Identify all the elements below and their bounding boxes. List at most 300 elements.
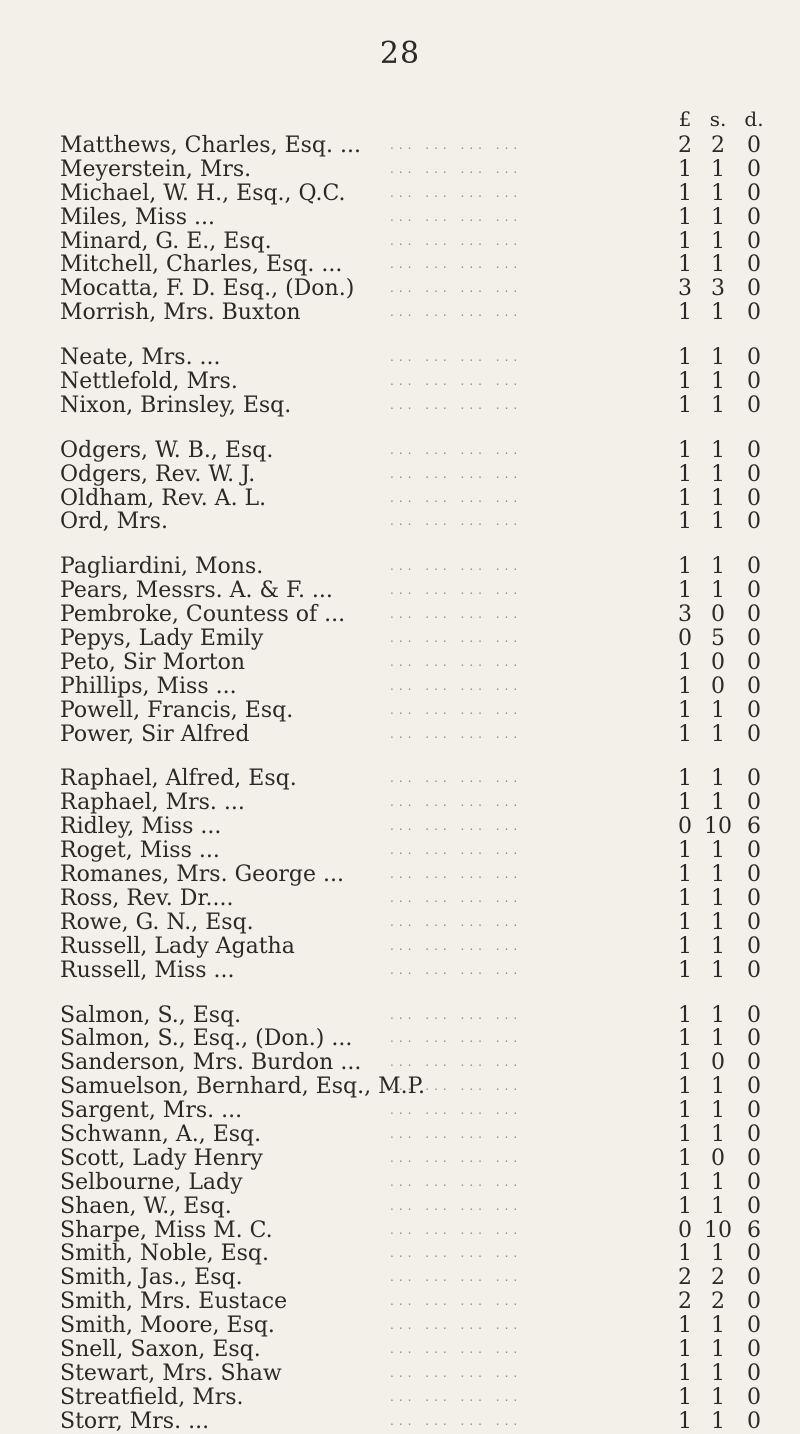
subscriber-name: Peto, Sir Morton bbox=[60, 649, 246, 675]
subscriber-row bbox=[60, 555, 780, 579]
subscriber-name: Schwann, A., Esq. bbox=[60, 1121, 262, 1147]
subscriber-row bbox=[60, 301, 780, 325]
amount-pence: 0 bbox=[747, 437, 761, 463]
subscriber-name: Mitchell, Charles, Esq. ... bbox=[60, 252, 343, 278]
amount-pounds: 0 bbox=[678, 814, 692, 840]
shillings-column-header: s. bbox=[709, 107, 727, 131]
subscriber-row bbox=[60, 1027, 780, 1051]
amount-shillings: 0 bbox=[711, 649, 725, 675]
amount-shillings: 1 bbox=[711, 697, 725, 723]
subscriber-name: Mocatta, F. D. Esq., (Don.) bbox=[60, 276, 355, 302]
amount-pence: 0 bbox=[747, 1026, 761, 1052]
amount-pence: 0 bbox=[747, 276, 761, 302]
amount-pence: 0 bbox=[747, 485, 761, 511]
subscriber-name: Smith, Noble, Esq. bbox=[60, 1241, 270, 1267]
amount-pounds: 1 bbox=[678, 1145, 692, 1171]
dot-leader: ... ... ... ... bbox=[390, 209, 523, 224]
amount-shillings: 10 bbox=[704, 814, 732, 840]
dot-leader: ... ... ... ... bbox=[390, 1079, 523, 1094]
subscriber-row bbox=[60, 394, 780, 418]
amount-pence: 0 bbox=[747, 885, 761, 911]
amount-pounds: 1 bbox=[678, 1169, 692, 1195]
amount-pence: 0 bbox=[747, 790, 761, 816]
amount-pence: 0 bbox=[747, 933, 761, 959]
amount-pence: 0 bbox=[747, 626, 761, 652]
amount-shillings: 1 bbox=[711, 252, 725, 278]
subscriber-name: Smith, Moore, Esq. bbox=[60, 1313, 275, 1339]
amount-pence: 0 bbox=[747, 649, 761, 675]
subscriber-name: Streatfield, Mrs. bbox=[60, 1384, 244, 1410]
amount-shillings: 1 bbox=[711, 300, 725, 326]
dot-leader: ... ... ... ... bbox=[390, 559, 523, 574]
amount-shillings: 1 bbox=[711, 1026, 725, 1052]
dot-leader: ... ... ... ... bbox=[390, 1246, 523, 1261]
amount-pounds: 1 bbox=[678, 1336, 692, 1362]
subscriber-row bbox=[60, 346, 780, 370]
amount-shillings: 1 bbox=[711, 578, 725, 604]
amount-pence: 0 bbox=[747, 1145, 761, 1171]
dot-leader: ... ... ... ... bbox=[390, 1294, 523, 1309]
amount-pounds: 1 bbox=[678, 300, 692, 326]
subscriber-row bbox=[60, 1242, 780, 1266]
amount-pence: 0 bbox=[747, 369, 761, 395]
amount-shillings: 1 bbox=[711, 1336, 725, 1362]
subscriber-name: Nixon, Brinsley, Esq. bbox=[60, 392, 292, 418]
amount-pounds: 0 bbox=[678, 1217, 692, 1243]
amount-pence: 0 bbox=[747, 1289, 761, 1315]
amount-shillings: 5 bbox=[711, 626, 725, 652]
subscriber-name: Snell, Saxon, Esq. bbox=[60, 1336, 261, 1362]
subscriber-name: Samuelson, Bernhard, Esq., M.P. bbox=[60, 1074, 425, 1100]
subscriber-name: Roget, Miss ... bbox=[60, 838, 220, 864]
subscriber-name: Raphael, Mrs. ... bbox=[60, 790, 245, 816]
subscriber-name: Storr, Mrs. ... bbox=[60, 1408, 210, 1434]
dot-leader: ... ... ... ... bbox=[390, 1270, 523, 1285]
amount-pounds: 1 bbox=[678, 721, 692, 747]
amount-pence: 0 bbox=[747, 1002, 761, 1028]
subscriber-row bbox=[60, 463, 780, 487]
dot-leader: ... ... ... ... bbox=[390, 583, 523, 598]
subscriber-name: Salmon, S., Esq., (Don.) ... bbox=[60, 1026, 353, 1052]
amount-pence: 0 bbox=[747, 461, 761, 487]
dot-leader: ... ... ... ... bbox=[390, 514, 523, 529]
dot-leader: ... ... ... ... bbox=[390, 185, 523, 200]
subscriber-row bbox=[60, 887, 780, 911]
amount-pounds: 1 bbox=[678, 885, 692, 911]
amount-shillings: 1 bbox=[711, 1313, 725, 1339]
dot-leader: ... ... ... ... bbox=[390, 305, 523, 320]
subscriber-row bbox=[60, 134, 780, 158]
amount-pence: 0 bbox=[747, 838, 761, 864]
subscriber-row bbox=[60, 651, 780, 675]
amount-pounds: 1 bbox=[678, 228, 692, 254]
amount-pounds: 1 bbox=[678, 1360, 692, 1386]
amount-pence: 0 bbox=[747, 1360, 761, 1386]
subscriber-row bbox=[60, 1147, 780, 1171]
amount-shillings: 2 bbox=[711, 1289, 725, 1315]
amount-shillings: 0 bbox=[711, 673, 725, 699]
dot-leader: ... ... ... ... bbox=[390, 1150, 523, 1165]
amount-pounds: 1 bbox=[678, 437, 692, 463]
amount-pence: 0 bbox=[747, 957, 761, 983]
amount-pence: 0 bbox=[747, 1313, 761, 1339]
amount-pence: 0 bbox=[747, 204, 761, 230]
group-separator bbox=[60, 325, 780, 346]
subscriber-row bbox=[60, 815, 780, 839]
amount-pence: 0 bbox=[747, 180, 761, 206]
amount-pounds: 1 bbox=[678, 1121, 692, 1147]
group-separator bbox=[60, 534, 780, 555]
subscriber-row bbox=[60, 1362, 780, 1386]
subscriber-row bbox=[60, 579, 780, 603]
amount-pence: 0 bbox=[747, 1241, 761, 1267]
subscriber-row bbox=[60, 158, 780, 182]
dot-leader: ... ... ... ... bbox=[390, 1318, 523, 1333]
amount-shillings: 2 bbox=[711, 1265, 725, 1291]
group-separator bbox=[60, 983, 780, 1004]
amount-shillings: 1 bbox=[711, 180, 725, 206]
amount-shillings: 0 bbox=[711, 1050, 725, 1076]
subscriber-name: Power, Sir Alfred bbox=[60, 721, 250, 747]
dot-leader: ... ... ... ... bbox=[390, 631, 523, 646]
amount-shillings: 1 bbox=[711, 369, 725, 395]
amount-pence: 0 bbox=[747, 721, 761, 747]
subscriber-row bbox=[60, 1338, 780, 1362]
amount-pounds: 1 bbox=[678, 1098, 692, 1124]
subscriber-name: Oldham, Rev. A. L. bbox=[60, 485, 267, 511]
amount-pence: 6 bbox=[747, 1217, 761, 1243]
subscriber-name: Smith, Mrs. Eustace bbox=[60, 1289, 288, 1315]
amount-shillings: 1 bbox=[711, 1360, 725, 1386]
dot-leader: ... ... ... ... bbox=[390, 867, 523, 882]
subscriber-row bbox=[60, 1195, 780, 1219]
amount-pounds: 1 bbox=[678, 509, 692, 535]
dot-leader: ... ... ... ... bbox=[390, 466, 523, 481]
amount-pounds: 2 bbox=[678, 1289, 692, 1315]
amount-pence: 0 bbox=[747, 392, 761, 418]
amount-pounds: 1 bbox=[678, 673, 692, 699]
amount-pence: 0 bbox=[747, 862, 761, 888]
subscriber-name: Meyerstein, Mrs. bbox=[60, 156, 252, 182]
group-separator bbox=[60, 418, 780, 439]
amount-pounds: 1 bbox=[678, 697, 692, 723]
dot-leader: ... ... ... ... bbox=[390, 678, 523, 693]
amount-pence: 0 bbox=[747, 602, 761, 628]
subscriber-row bbox=[60, 723, 780, 747]
amount-shillings: 1 bbox=[711, 1241, 725, 1267]
amount-shillings: 1 bbox=[711, 862, 725, 888]
amount-shillings: 10 bbox=[704, 1217, 732, 1243]
dot-leader: ... ... ... ... bbox=[390, 1222, 523, 1237]
subscriber-name: Odgers, W. B., Esq. bbox=[60, 437, 274, 463]
subscriber-name: Ord, Mrs. bbox=[60, 509, 168, 535]
subscriber-name: Sharpe, Miss M. C. bbox=[60, 1217, 273, 1243]
amount-shillings: 1 bbox=[711, 437, 725, 463]
amount-pence: 0 bbox=[747, 345, 761, 371]
amount-pounds: 1 bbox=[678, 790, 692, 816]
amount-pence: 6 bbox=[747, 814, 761, 840]
dot-leader: ... ... ... ... bbox=[390, 1031, 523, 1046]
amount-pence: 0 bbox=[747, 252, 761, 278]
amount-pounds: 3 bbox=[678, 602, 692, 628]
amount-shillings: 1 bbox=[711, 204, 725, 230]
subscriber-name: Salmon, S., Esq. bbox=[60, 1002, 242, 1028]
subscriber-row bbox=[60, 253, 780, 277]
dot-leader: ... ... ... ... bbox=[390, 607, 523, 622]
subscriber-name: Russell, Lady Agatha bbox=[60, 933, 295, 959]
dot-leader: ... ... ... ... bbox=[390, 726, 523, 741]
subscriber-name: Ross, Rev. Dr.... bbox=[60, 885, 234, 911]
subscriber-row bbox=[60, 1123, 780, 1147]
group-separator bbox=[60, 746, 780, 767]
subscriber-row bbox=[60, 487, 780, 511]
subscriber-group bbox=[60, 134, 780, 325]
amount-pounds: 1 bbox=[678, 252, 692, 278]
amount-pounds: 1 bbox=[678, 1026, 692, 1052]
dot-leader: ... ... ... ... bbox=[390, 962, 523, 977]
subscriber-name: Phillips, Miss ... bbox=[60, 673, 237, 699]
subscriber-name: Ridley, Miss ... bbox=[60, 814, 222, 840]
amount-pence: 0 bbox=[747, 1193, 761, 1219]
amount-pounds: 1 bbox=[678, 369, 692, 395]
amount-pounds: 1 bbox=[678, 578, 692, 604]
amount-pounds: 1 bbox=[678, 554, 692, 580]
amount-shillings: 1 bbox=[711, 1121, 725, 1147]
amount-shillings: 1 bbox=[711, 1074, 725, 1100]
subscriber-name: Neate, Mrs. ... bbox=[60, 345, 221, 371]
subscriber-row bbox=[60, 1075, 780, 1099]
subscriber-row bbox=[60, 935, 780, 959]
subscriber-name: Powell, Francis, Esq. bbox=[60, 697, 294, 723]
dot-leader: ... ... ... ... bbox=[390, 1413, 523, 1428]
amount-pounds: 1 bbox=[678, 156, 692, 182]
amount-shillings: 1 bbox=[711, 1193, 725, 1219]
dot-leader: ... ... ... ... bbox=[390, 1174, 523, 1189]
dot-leader: ... ... ... ... bbox=[390, 938, 523, 953]
amount-pounds: 1 bbox=[678, 1050, 692, 1076]
pounds-column-header: £ bbox=[678, 107, 692, 131]
subscriber-name: Pepys, Lady Emily bbox=[60, 626, 264, 652]
amount-shillings: 1 bbox=[711, 909, 725, 935]
amount-pence: 0 bbox=[747, 554, 761, 580]
amount-pence: 0 bbox=[747, 673, 761, 699]
amount-shillings: 1 bbox=[711, 392, 725, 418]
amount-pence: 0 bbox=[747, 766, 761, 792]
dot-leader: ... ... ... ... bbox=[390, 795, 523, 810]
amount-pounds: 1 bbox=[678, 838, 692, 864]
amount-shillings: 1 bbox=[711, 461, 725, 487]
subscriber-name: Sanderson, Mrs. Burdon ... bbox=[60, 1050, 362, 1076]
amount-pounds: 1 bbox=[678, 485, 692, 511]
amount-shillings: 1 bbox=[711, 957, 725, 983]
dot-leader: ... ... ... ... bbox=[390, 914, 523, 929]
amount-pence: 0 bbox=[747, 1121, 761, 1147]
amount-pounds: 1 bbox=[678, 766, 692, 792]
amount-pence: 0 bbox=[747, 1384, 761, 1410]
amount-pounds: 3 bbox=[678, 276, 692, 302]
amount-shillings: 1 bbox=[711, 1384, 725, 1410]
subscriber-name: Michael, W. H., Esq., Q.C. bbox=[60, 180, 346, 206]
amount-shillings: 0 bbox=[711, 602, 725, 628]
dot-leader: ... ... ... ... bbox=[390, 397, 523, 412]
dot-leader: ... ... ... ... bbox=[390, 771, 523, 786]
dot-leader: ... ... ... ... bbox=[390, 1007, 523, 1022]
subscriber-group bbox=[60, 1004, 780, 1434]
subscriber-row bbox=[60, 603, 780, 627]
amount-pounds: 0 bbox=[678, 626, 692, 652]
subscriber-name: Rowe, G. N., Esq. bbox=[60, 909, 254, 935]
amount-shillings: 1 bbox=[711, 721, 725, 747]
amount-shillings: 1 bbox=[711, 554, 725, 580]
dot-leader: ... ... ... ... bbox=[390, 1198, 523, 1213]
amount-shillings: 1 bbox=[711, 345, 725, 371]
dot-leader: ... ... ... ... bbox=[390, 138, 523, 152]
subscriber-row bbox=[60, 370, 780, 394]
amount-pounds: 1 bbox=[678, 1408, 692, 1434]
subscriber-row bbox=[60, 1290, 780, 1314]
subscriber-name: Shaen, W., Esq. bbox=[60, 1193, 232, 1219]
subscriber-row bbox=[60, 1004, 780, 1028]
amount-shillings: 1 bbox=[711, 838, 725, 864]
page-number: 28 bbox=[379, 36, 421, 71]
amount-pence: 0 bbox=[747, 133, 761, 158]
amount-pence: 0 bbox=[747, 1408, 761, 1434]
amount-pence: 0 bbox=[747, 909, 761, 935]
subscriber-row bbox=[60, 1386, 780, 1410]
subscriber-name: Pembroke, Countess of ... bbox=[60, 602, 346, 628]
amount-pence: 0 bbox=[747, 228, 761, 254]
dot-leader: ... ... ... ... bbox=[390, 890, 523, 905]
dot-leader: ... ... ... ... bbox=[390, 374, 523, 389]
dot-leader: ... ... ... ... bbox=[390, 233, 523, 248]
subscriber-name: Smith, Jas., Esq. bbox=[60, 1265, 243, 1291]
subscriber-row bbox=[60, 230, 780, 254]
subscriber-group bbox=[60, 439, 780, 535]
amount-pounds: 1 bbox=[678, 862, 692, 888]
dot-leader: ... ... ... ... bbox=[390, 702, 523, 717]
subscriber-row bbox=[60, 627, 780, 651]
subscriber-group bbox=[60, 555, 780, 746]
amount-shillings: 1 bbox=[711, 933, 725, 959]
subscriber-name: Minard, G. E., Esq. bbox=[60, 228, 272, 254]
dot-leader: ... ... ... ... bbox=[390, 819, 523, 834]
amount-shillings: 1 bbox=[711, 1098, 725, 1124]
dot-leader: ... ... ... ... bbox=[390, 1365, 523, 1380]
subscriber-name: Pears, Messrs. A. & F. ... bbox=[60, 578, 333, 604]
subscriber-row bbox=[60, 277, 780, 301]
amount-shillings: 1 bbox=[711, 766, 725, 792]
subscriber-row bbox=[60, 1314, 780, 1338]
subscriber-row bbox=[60, 791, 780, 815]
amount-shillings: 1 bbox=[711, 509, 725, 535]
dot-leader: ... ... ... ... bbox=[390, 654, 523, 669]
subscriber-name: Sargent, Mrs. ... bbox=[60, 1098, 243, 1124]
subscriber-name: Matthews, Charles, Esq. ... bbox=[60, 133, 361, 158]
subscriber-row bbox=[60, 767, 780, 791]
amount-pounds: 1 bbox=[678, 345, 692, 371]
subscriber-row bbox=[60, 510, 780, 534]
amount-pounds: 1 bbox=[678, 1002, 692, 1028]
subscriber-row bbox=[60, 675, 780, 699]
subscriber-group bbox=[60, 346, 780, 418]
dot-leader: ... ... ... ... bbox=[390, 1055, 523, 1070]
subscriber-name: Pagliardini, Mons. bbox=[60, 554, 264, 580]
amount-shillings: 1 bbox=[711, 1408, 725, 1434]
dot-leader: ... ... ... ... bbox=[390, 1389, 523, 1404]
dot-leader: ... ... ... ... bbox=[390, 161, 523, 176]
amount-pence: 0 bbox=[747, 156, 761, 182]
subscriber-row bbox=[60, 1410, 780, 1434]
subscriber-row bbox=[60, 1099, 780, 1123]
subscriber-row bbox=[60, 699, 780, 723]
amount-pounds: 1 bbox=[678, 1241, 692, 1267]
dot-leader: ... ... ... ... bbox=[390, 843, 523, 858]
amount-shillings: 1 bbox=[711, 790, 725, 816]
subscriber-groups bbox=[60, 134, 780, 1434]
subscriber-list bbox=[60, 108, 780, 1434]
currency-header bbox=[60, 108, 780, 134]
subscriber-row bbox=[60, 863, 780, 887]
dot-leader: ... ... ... ... bbox=[390, 350, 523, 365]
amount-pence: 0 bbox=[747, 578, 761, 604]
subscriber-row bbox=[60, 1051, 780, 1075]
dot-leader: ... ... ... ... bbox=[390, 1103, 523, 1118]
amount-pence: 0 bbox=[747, 509, 761, 535]
amount-pounds: 1 bbox=[678, 392, 692, 418]
subscriber-name: Raphael, Alfred, Esq. bbox=[60, 766, 297, 792]
subscriber-row bbox=[60, 206, 780, 230]
amount-pence: 0 bbox=[747, 1050, 761, 1076]
amount-pounds: 1 bbox=[678, 1193, 692, 1219]
subscriber-name: Morrish, Mrs. Buxton bbox=[60, 300, 301, 326]
dot-leader: ... ... ... ... bbox=[390, 1126, 523, 1141]
amount-shillings: 1 bbox=[711, 485, 725, 511]
amount-pounds: 2 bbox=[678, 1265, 692, 1291]
subscriber-name: Selbourne, Lady bbox=[60, 1169, 243, 1195]
amount-shillings: 1 bbox=[711, 1002, 725, 1028]
amount-pounds: 1 bbox=[678, 1313, 692, 1339]
amount-pence: 0 bbox=[747, 1169, 761, 1195]
amount-pounds: 1 bbox=[678, 909, 692, 935]
subscriber-row bbox=[60, 182, 780, 206]
amount-pence: 0 bbox=[747, 697, 761, 723]
amount-pounds: 1 bbox=[678, 933, 692, 959]
subscriber-group bbox=[60, 767, 780, 982]
amount-pence: 0 bbox=[747, 1074, 761, 1100]
subscriber-name: Miles, Miss ... bbox=[60, 204, 216, 230]
amount-pence: 0 bbox=[747, 1098, 761, 1124]
amount-pounds: 1 bbox=[678, 649, 692, 675]
subscriber-name: Odgers, Rev. W. J. bbox=[60, 461, 256, 487]
dot-leader: ... ... ... ... bbox=[390, 490, 523, 505]
subscriber-name: Stewart, Mrs. Shaw bbox=[60, 1360, 282, 1386]
subscriber-row bbox=[60, 1171, 780, 1195]
subscriber-row bbox=[60, 959, 780, 983]
amount-pounds: 1 bbox=[678, 461, 692, 487]
amount-shillings: 3 bbox=[711, 276, 725, 302]
amount-pounds: 2 bbox=[678, 133, 692, 158]
subscriber-row bbox=[60, 439, 780, 463]
amount-pence: 0 bbox=[747, 300, 761, 326]
subscriber-name: Nettlefold, Mrs. bbox=[60, 369, 238, 395]
dot-leader: ... ... ... ... bbox=[390, 1341, 523, 1356]
pence-column-header: d. bbox=[744, 107, 764, 131]
amount-pounds: 1 bbox=[678, 204, 692, 230]
amount-pounds: 1 bbox=[678, 957, 692, 983]
amount-shillings: 1 bbox=[711, 885, 725, 911]
amount-shillings: 0 bbox=[711, 1145, 725, 1171]
amount-pounds: 1 bbox=[678, 1074, 692, 1100]
